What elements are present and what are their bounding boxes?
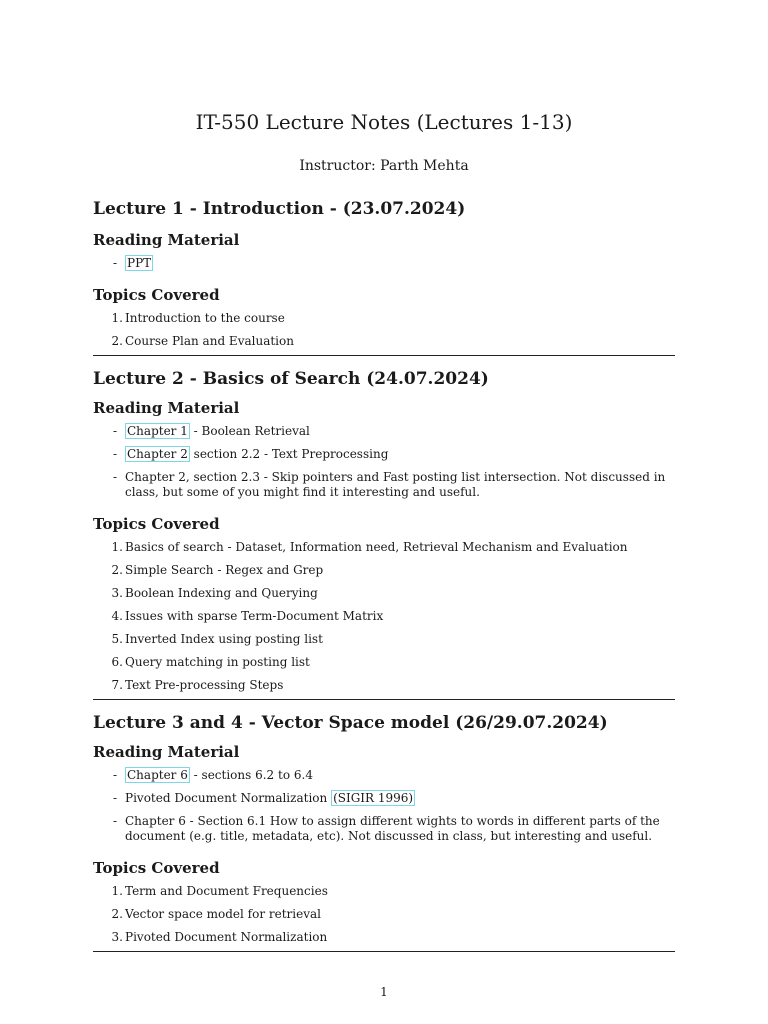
list-item: 3. Pivoted Document Normalization (111, 930, 328, 944)
lecture-1-reading-list (93, 256, 675, 271)
list-item: - PPT (113, 256, 152, 270)
lecture-1-topics-heading: Topics Covered (93, 286, 220, 304)
lecture-2-reading-heading: Reading Material (93, 399, 240, 417)
lecture-3-4-section (93, 712, 675, 945)
list-item: 3. Boolean Indexing and Querying (111, 586, 318, 600)
lecture-1-topics-list (93, 311, 675, 349)
lecture-2-topics-heading: Topics Covered (93, 515, 220, 533)
lecture-3-4-reading-heading: Reading Material (93, 743, 240, 761)
list-item: - Chapter 2, section 2.3 - Skip pointers and Fast posting list intersection. Not discussed in class, but some of you might find it interesting and useful. (113, 470, 666, 499)
section-divider (93, 951, 675, 952)
lecture-3-4-heading: Lecture 3 and 4 - Vector Space model (26/29.07.2024) (93, 713, 608, 733)
chapter-2-link[interactable]: Chapter 2 (127, 447, 188, 461)
document-title: IT-550 Lecture Notes (Lectures 1-13) (195, 110, 573, 134)
list-item: 4. Issues with sparse Term-Document Matrix (111, 609, 384, 623)
list-item: - Chapter 6 - Section 6.1 How to assign different wights to words in different parts of the document (e.g. title, metadata, etc). Not discussed in class, but interesting and useful. (113, 814, 660, 843)
instructor-line: Instructor: Parth Mehta (299, 158, 469, 174)
page-number: 1 (380, 985, 388, 999)
lecture-2-topics-list (93, 540, 675, 693)
lecture-2-heading: Lecture 2 - Basics of Search (24.07.2024) (93, 369, 489, 389)
section-divider (93, 699, 675, 700)
list-item: 1. Term and Document Frequencies (111, 884, 328, 898)
list-item: - Chapter 1 - Boolean Retrieval (113, 424, 310, 438)
lecture-1-heading: Lecture 1 - Introduction - (23.07.2024) (93, 199, 466, 219)
page-content (93, 108, 675, 952)
lecture-1-section (93, 198, 675, 349)
list-item: - Chapter 2 section 2.2 - Text Preprocessing (113, 447, 389, 461)
list-item: 2. Simple Search - Regex and Grep (111, 563, 324, 577)
list-item: 2. Vector space model for retrieval (111, 907, 321, 921)
lecture-2-reading-list (93, 424, 675, 500)
list-item: 1. Introduction to the course (111, 311, 285, 325)
list-item: 6. Query matching in posting list (111, 655, 310, 669)
list-item: 1. Basics of search - Dataset, Information need, Retrieval Mechanism and Evaluation (111, 540, 628, 554)
chapter-6-link[interactable]: Chapter 6 (127, 768, 188, 782)
list-item: 2. Course Plan and Evaluation (111, 334, 294, 348)
sigir-1996-link[interactable]: (SIGIR 1996) (333, 791, 414, 805)
chapter-1-link[interactable]: Chapter 1 (127, 424, 188, 438)
lecture-3-4-topics-heading: Topics Covered (93, 859, 220, 877)
section-divider (93, 355, 675, 356)
list-item: 7. Text Pre-processing Steps (111, 678, 284, 692)
lecture-2-section (93, 368, 675, 693)
list-item: 5. Inverted Index using posting list (111, 632, 323, 646)
list-item: - Chapter 6 - sections 6.2 to 6.4 (113, 768, 313, 782)
ppt-link[interactable]: PPT (127, 256, 152, 270)
lecture-1-reading-heading: Reading Material (93, 231, 240, 249)
lecture-3-4-reading-list (93, 768, 675, 844)
lecture-3-4-topics-list (93, 884, 675, 945)
list-item: - Pivoted Document Normalization (SIGIR 1996) (113, 791, 414, 805)
